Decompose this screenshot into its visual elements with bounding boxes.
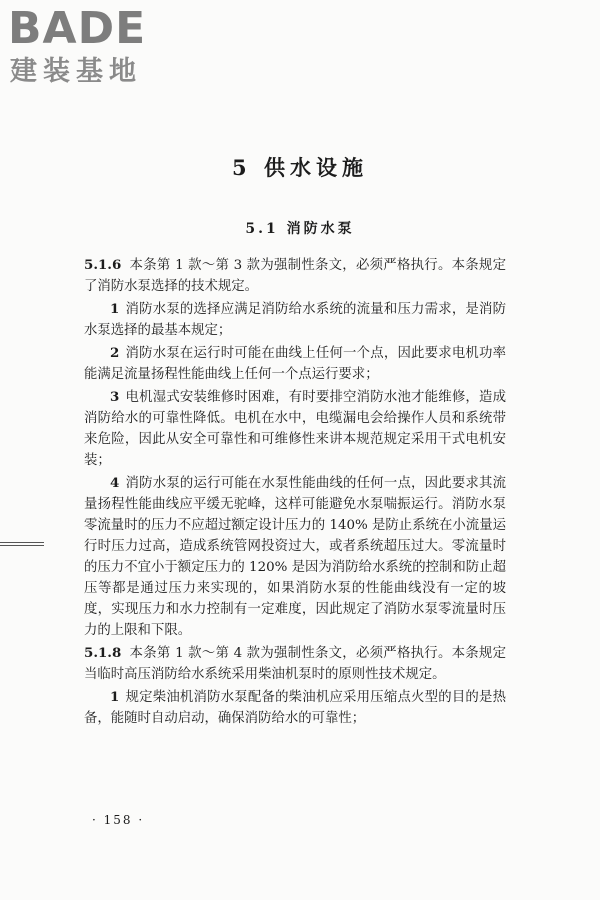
clause-number: 5.1.8 (84, 645, 122, 661)
paragraph-text: 消防水泵的运行可能在水泵性能曲线的任何一点，因此要求其流量扬程性能曲线应平缓无驼峰，这样可能避免水泵喘振运行。消防水泵零流量时的压力不应超过额定设计压力的 140% 是防止系统在小流量运行时压力过高，造成系统管网投资过大，或者系统超压过大。零流量时的压力不宜小于额定压力的 120% 是因为消防给水系统的控制和防止超压等都是通过压力来实现的，如果消防水泵的性能曲线没有一定的坡度，实现压力和水力控制有一定难度，因此规定了消防水泵零流量时压力的上限和下限。 (84, 476, 506, 638)
margin-rule-mark (0, 542, 44, 548)
clause-paragraph (84, 643, 506, 685)
item-paragraph (84, 299, 506, 341)
item-number: 1 (110, 301, 120, 317)
logo-main-text: BADE (8, 3, 147, 54)
logo-sub-text: 建装基地 (10, 56, 142, 87)
section-title: 5.1 消防水泵 (245, 221, 355, 237)
watermark-logo (8, 3, 183, 96)
item-paragraph (84, 687, 506, 729)
body-text (84, 255, 506, 731)
item-paragraph (84, 473, 506, 641)
clause-paragraph (84, 255, 506, 297)
paragraph-text: 规定柴油机消防水泵配备的柴油机应采用压缩点火型的目的是热备，能随时自动启动，确保消防给水的可靠性； (84, 690, 506, 726)
paragraph-text: 本条第 1 款～第 4 款为强制性条文，必须严格执行。本条规定当临时高压消防给水系统采用柴油机泵时的原则性技术规定。 (84, 646, 506, 682)
paragraph-text: 本条第 1 款～第 3 款为强制性条文，必须严格执行。本条规定了消防水泵选择的技术规定。 (84, 258, 506, 294)
item-number: 2 (110, 345, 120, 361)
item-number: 3 (110, 389, 120, 405)
chapter-title: 5 供水设施 (232, 155, 368, 180)
item-number: 4 (110, 475, 120, 491)
clause-number: 5.1.6 (84, 257, 122, 273)
paragraph-text: 电机湿式安装维修时困难，有时要排空消防水池才能维修，造成消防给水的可靠性降低。电机在水中，电缆漏电会给操作人员和系统带来危险，因此从安全可靠性和可维修性来讲本规范规定采用干式电机安装； (84, 390, 506, 468)
item-paragraph (84, 387, 506, 471)
paragraph-text: 消防水泵在运行时可能在曲线上任何一个点，因此要求电机功率能满足流量扬程性能曲线上任何一个点运行要求； (84, 346, 506, 382)
item-paragraph (84, 343, 506, 385)
item-number: 1 (110, 689, 120, 705)
page-number: · 158 · (92, 813, 145, 827)
paragraph-text: 消防水泵的选择应满足消防给水系统的流量和压力需求，是消防水泵选择的最基本规定； (84, 302, 506, 338)
